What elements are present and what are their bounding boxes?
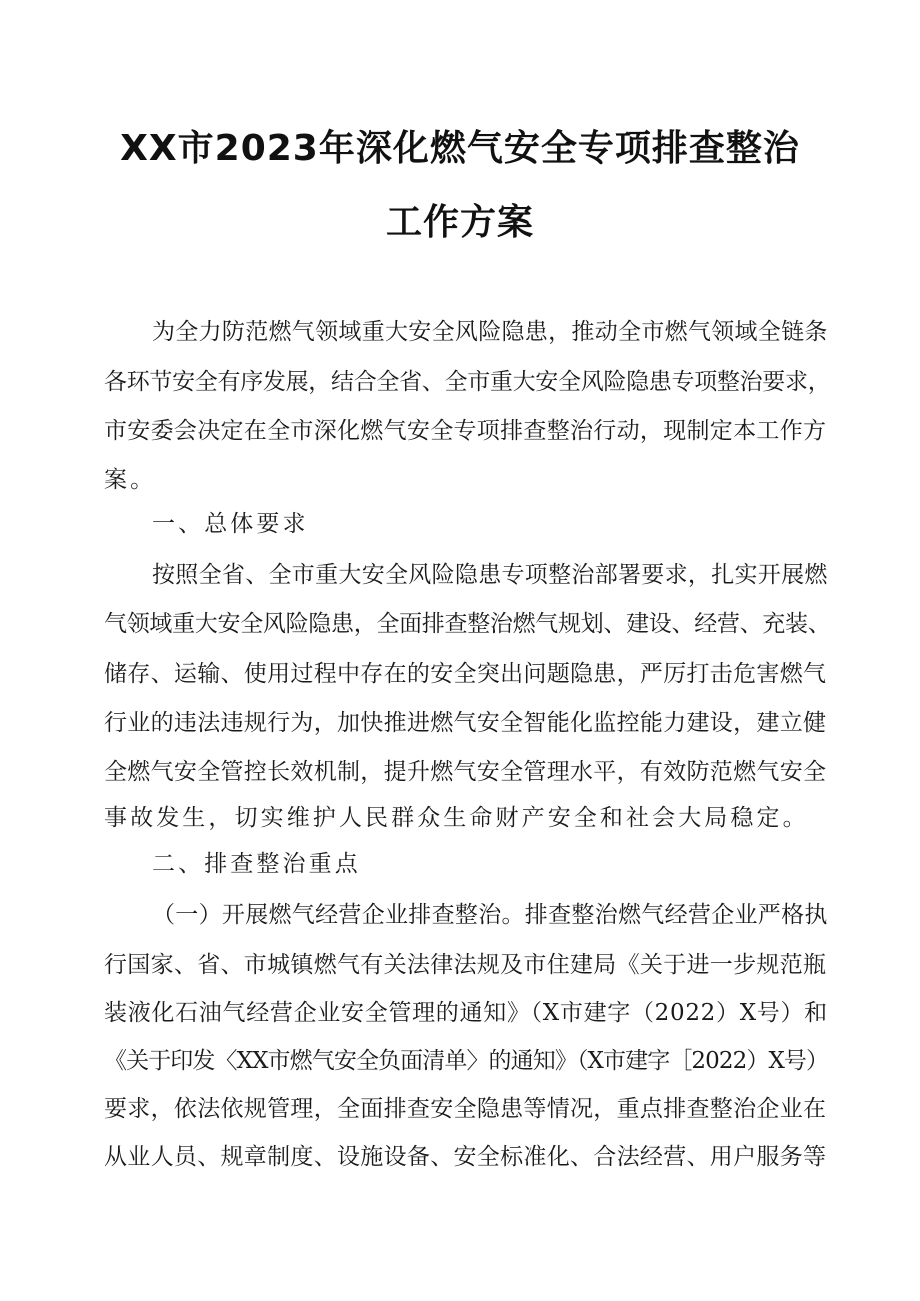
paragraph-subsection-1-line: 从业人员、规章制度、设施设备、安全标准化、合法经营、用户服务等 [104, 1144, 827, 1170]
paragraph-subsection-1-line: 装液化石油气经营企业安全管理的通知》（X市建字（2022）X号）和 [104, 1000, 828, 1026]
paragraph-subsection-1-line: 要求，依法依规管理，全面排查安全隐患等情况，重点排查整治企业在 [104, 1096, 827, 1122]
paragraph-general-line: 储存、运输、使用过程中存在的安全突出问题隐患，严厉打击危害燃气 [104, 661, 827, 687]
document-title-line-2: 工作方案 [385, 202, 534, 243]
paragraph-intro-line: 案。 [104, 467, 157, 493]
paragraph-intro-line: 各环节安全有序发展，结合全省、全市重大安全风险隐患专项整治要求， [104, 369, 831, 395]
paragraph-general-line: 按照全省、全市重大安全风险隐患专项整治部署要求，扎实开展燃 [152, 562, 828, 588]
paragraph-intro-line: 为全力防范燃气领域重大安全风险隐患，推动全市燃气领域全链条 [152, 319, 828, 345]
paragraph-general-line: 全燃气安全管控长效机制，提升燃气安全管理水平，有效防范燃气安全 [104, 759, 827, 785]
section-heading-general-requirements: 一、总体要求 [152, 511, 309, 537]
paragraph-subsection-1-line: 行国家、省、市城镇燃气有关法律法规及市住建局《关于进一步规范瓶 [104, 952, 827, 978]
paragraph-general-line: 事故发生，切实维护人民群众生命财产安全和社会大局稳定。 [104, 805, 809, 831]
paragraph-general-line: 气领域重大安全风险隐患，全面排查整治燃气规划、建设、经营、充装、 [104, 611, 831, 637]
section-heading-key-points: 二、排查整治重点 [152, 851, 361, 877]
paragraph-intro-line: 市安委会决定在全市深化燃气安全专项排查整治行动，现制定本工作方 [104, 418, 827, 444]
paragraph-general-line: 行业的违法违规行为，加快推进燃气安全智能化监控能力建设，建立健 [104, 710, 827, 736]
paragraph-subsection-1-line: （一）开展燃气经营企业排查整治。排查整治燃气经营企业严格执 [152, 902, 828, 928]
document-title-line-1: XX市2023年深化燃气安全专项排查整治 [120, 128, 800, 169]
paragraph-subsection-1-line: 《关于印发〈XX市燃气安全负面清单〉的通知》（X市建字［2022）X号） [104, 1048, 829, 1074]
